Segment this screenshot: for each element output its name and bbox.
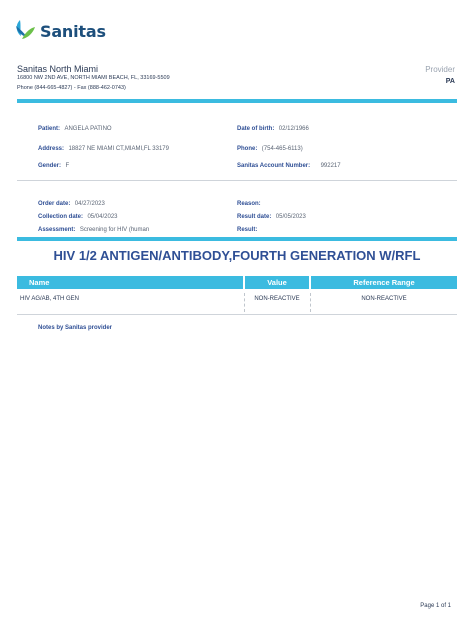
column-header-value: Value [245,276,309,289]
result-date-value: 05/05/2023 [275,214,306,220]
table-bottom-border [17,314,457,315]
phone-field [237,137,303,155]
gender-field [38,154,69,172]
sanitas-logo [14,18,106,44]
account-label: Sanitas Account Number: [237,163,311,169]
dob-field [237,117,309,135]
test-title: HIV 1/2 ANTIGEN/ANTIBODY,FOURTH GENERATION W/RFL [53,248,421,263]
page-number: Page 1 of 1 [420,603,451,609]
gender-label: Gender: [38,163,62,169]
header-divider [17,99,457,103]
dob-value: 02/12/1966 [278,126,309,132]
address-label: Address: [38,146,65,152]
notes-label: Notes by Sanitas provider [38,325,113,331]
provider-value: PA [445,78,455,85]
result-value-cell: NON-REACTIVE [254,296,300,302]
result-field [237,218,257,236]
result-label: Result: [237,227,258,233]
collection-date-value: 05/04/2023 [87,214,118,220]
address-field [38,137,169,155]
dob-label: Date of birth: [237,126,275,132]
order-date-value: 04/27/2023 [74,201,105,207]
section-divider-accent [17,237,457,241]
phone-value: (754-465-6113) [261,146,303,152]
section-divider [17,180,457,181]
column-header-reference: Reference Range [311,276,457,289]
account-field [237,154,341,172]
clinic-name: Sanitas North Miami [17,64,99,74]
patient-value: ANGELA PATINO [64,126,112,132]
assessment-field [38,218,149,236]
phone-label: Phone: [237,146,258,152]
collection-date-label: Collection date: [38,214,84,220]
assessment-value: Screening for HIV (human [79,227,150,233]
provider-label: Provider [425,65,455,74]
brand-name: Sanitas [40,21,106,41]
clinic-phone-fax: Phone (844-665-4827) - Fax (888-462-0743) [17,85,126,91]
patient-field [38,117,112,135]
column-header-name: Name [17,276,243,289]
gender-value: F [65,163,70,169]
clinic-address: 16800 NW 2ND AVE, NORTH MIAMI BEACH, FL, 33169-5509 [17,75,170,81]
reason-label: Reason: [237,201,261,207]
result-name-cell: HIV AG/AB, 4TH GEN [20,296,80,302]
account-value: 992217 [320,163,341,169]
patient-label: Patient: [38,126,61,132]
address-value: 18827 NE MIAMI CT,MIAMI,FL 33179 [68,146,169,152]
order-date-label: Order date: [38,201,71,207]
assessment-label: Assessment: [38,227,76,233]
result-reference-cell: NON-REACTIVE [361,296,407,302]
result-date-label: Result date: [237,214,272,220]
sanitas-leaf-icon [14,18,36,44]
